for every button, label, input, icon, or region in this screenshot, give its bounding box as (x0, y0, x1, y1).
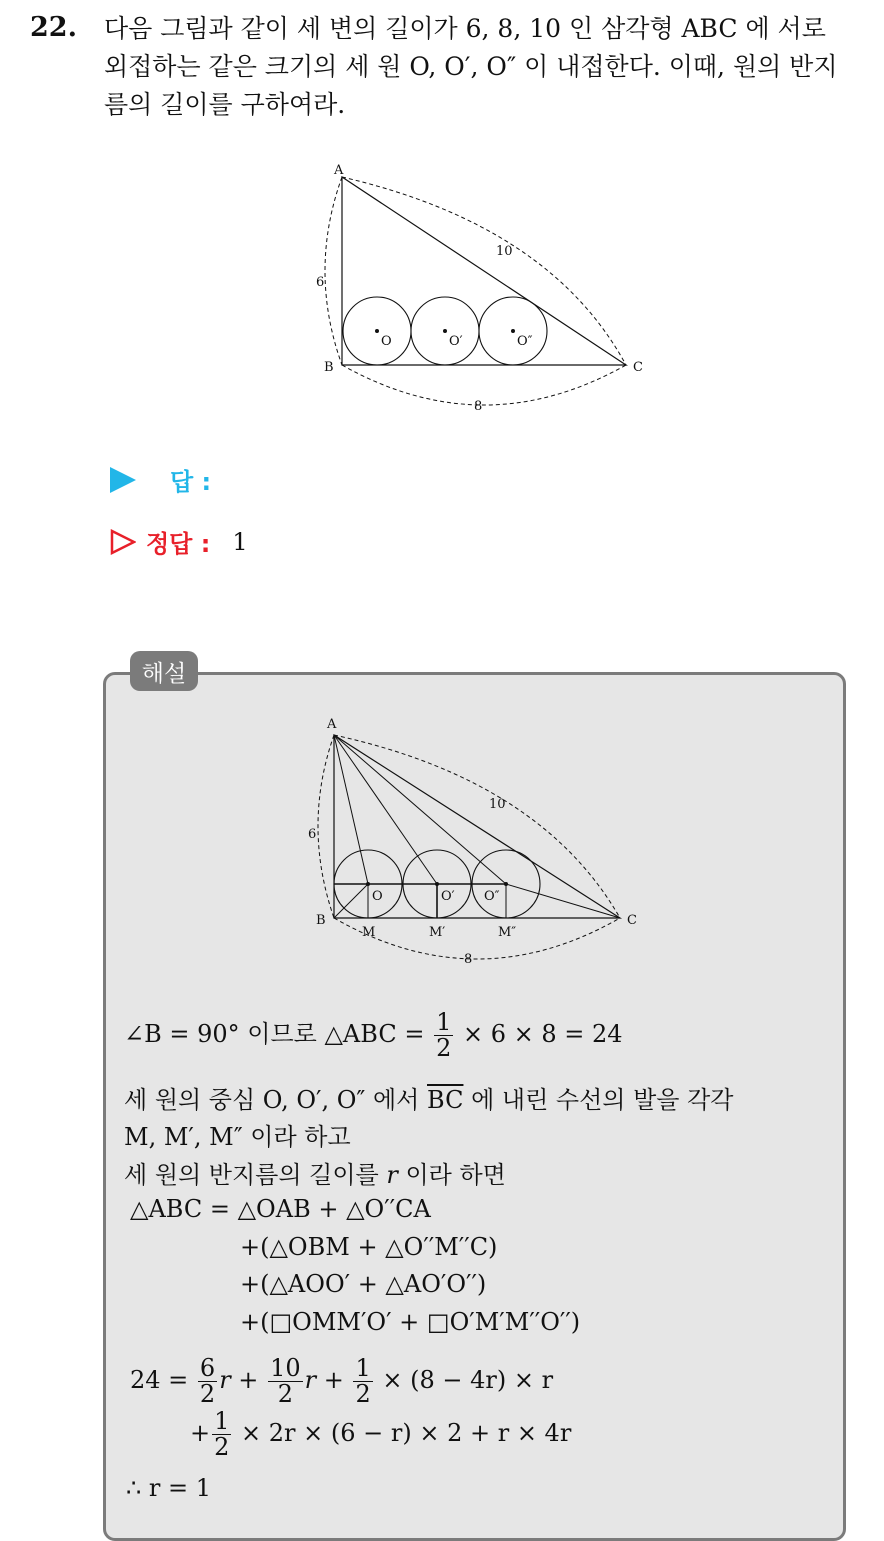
side-ac-length: 10 (489, 797, 506, 812)
solution-figure (296, 710, 656, 970)
dashed-arc-bc (342, 365, 626, 405)
area-prefix: ∠B = 90° 이므로 △ABC = (124, 1020, 425, 1049)
dashed-arc-ab (318, 735, 334, 918)
correct-answer-row (110, 524, 248, 559)
segment-bc: $\overline{BC}$ (427, 1086, 464, 1114)
solution-line-perp (124, 1080, 733, 1115)
vertex-b: B (316, 913, 326, 928)
fraction: $\frac{1}{2}$ (214, 1407, 230, 1462)
label-o: O (381, 334, 392, 349)
side-ac-length: 10 (496, 244, 513, 259)
center-dot (511, 329, 515, 333)
solution-tag: 해설 (130, 651, 198, 691)
radius-text-post: 이라 하면 (405, 1161, 506, 1189)
correct-answer-value: 1 (232, 527, 248, 556)
label-o-prime: O′ (449, 334, 463, 349)
radius-var: r (386, 1161, 398, 1189)
equation-line-1: △ABC = △OAB + △O′′CA (130, 1195, 431, 1223)
line-a-o (334, 735, 368, 884)
perp-text-post: 에 내린 수선의 발을 각각 (471, 1086, 734, 1114)
label-m-prime: M′ (429, 925, 446, 940)
label-o-double-prime: O″ (484, 889, 500, 904)
play-filled-icon (110, 467, 136, 493)
question-number: 22. (30, 12, 77, 43)
dashed-arc-bc (334, 918, 620, 959)
equation-line-2: +(△OBM + △O′′M′′C) (240, 1233, 498, 1261)
calc-plus: + (190, 1419, 211, 1448)
equation-line-3: +(△AOO′ + △AO′O′′) (240, 1270, 487, 1298)
question-line: 다음 그림과 같이 세 변의 길이가 6, 8, 10 인 삼각형 ABC 에 서로 (104, 14, 826, 43)
radius-text-pre: 세 원의 반지름의 길이를 (124, 1161, 379, 1189)
side-ab-length: 6 (308, 827, 317, 842)
calc-term: r + (219, 1366, 259, 1395)
vertex-b: B (324, 360, 334, 375)
equation-line-4: +(□OMM′O′ + □O′M′M′′O′′) (240, 1308, 581, 1336)
vertex-a: A (327, 717, 337, 732)
solution-line-area (124, 1010, 623, 1061)
triangle-figure (300, 155, 660, 425)
center-dot (366, 882, 370, 886)
calc-line-1 (130, 1356, 553, 1407)
center-dot (435, 882, 439, 886)
question-text (104, 10, 864, 124)
label-o: O (372, 889, 383, 904)
area-suffix: × 6 × 8 = 24 (463, 1020, 623, 1049)
vertex-c: C (627, 913, 637, 928)
center-dot (443, 329, 447, 333)
calc-term: × (8 − 4r) × r (382, 1366, 554, 1395)
label-m-double-prime: M″ (498, 925, 517, 940)
perp-text-pre: 세 원의 중심 O, O′, O″ 에서 (124, 1086, 420, 1114)
line-a-o-prime (334, 735, 437, 884)
solution-line-feet: M, M′, M″ 이라 하고 (124, 1123, 351, 1151)
center-dot (504, 882, 508, 886)
dashed-arc-ab (325, 177, 342, 365)
center-dot (375, 329, 379, 333)
side-bc-length: 8 (464, 952, 473, 967)
fraction: $\frac{1}{2}$ (355, 1354, 371, 1409)
correct-answer-label: 정답 : (146, 530, 211, 558)
label-m: M (362, 925, 376, 940)
fraction-half: $\frac{1}{2}$ (436, 1008, 452, 1063)
fraction: $\frac{6}{2}$ (199, 1354, 216, 1409)
final-answer-line: ∴ r = 1 (126, 1474, 212, 1502)
vertex-c: C (633, 360, 643, 375)
label-o-prime: O′ (441, 889, 455, 904)
answer-label: 답 : (170, 468, 212, 496)
calc-lhs: 24 = (130, 1366, 189, 1395)
calc-term: r + (304, 1366, 344, 1395)
answer-row (110, 462, 211, 497)
solution-line-radius (124, 1155, 506, 1190)
vertex-a: A (334, 163, 344, 178)
side-ab-length: 6 (316, 275, 325, 290)
side-bc-length: 8 (474, 399, 483, 414)
calc-line-2 (190, 1409, 571, 1460)
question-line: 외접하는 같은 크기의 세 원 O, O′, O″ 이 내접한다. 이때, 원의 반지 (104, 52, 838, 81)
label-o-double-prime: O″ (517, 334, 533, 349)
question-line: 름의 길이를 구하여라. (104, 90, 346, 119)
play-outline-icon (110, 529, 136, 555)
calc-term: × 2r × (6 − r) × 2 + r × 4r (241, 1419, 572, 1448)
fraction: $\frac{10}{2}$ (270, 1354, 301, 1409)
